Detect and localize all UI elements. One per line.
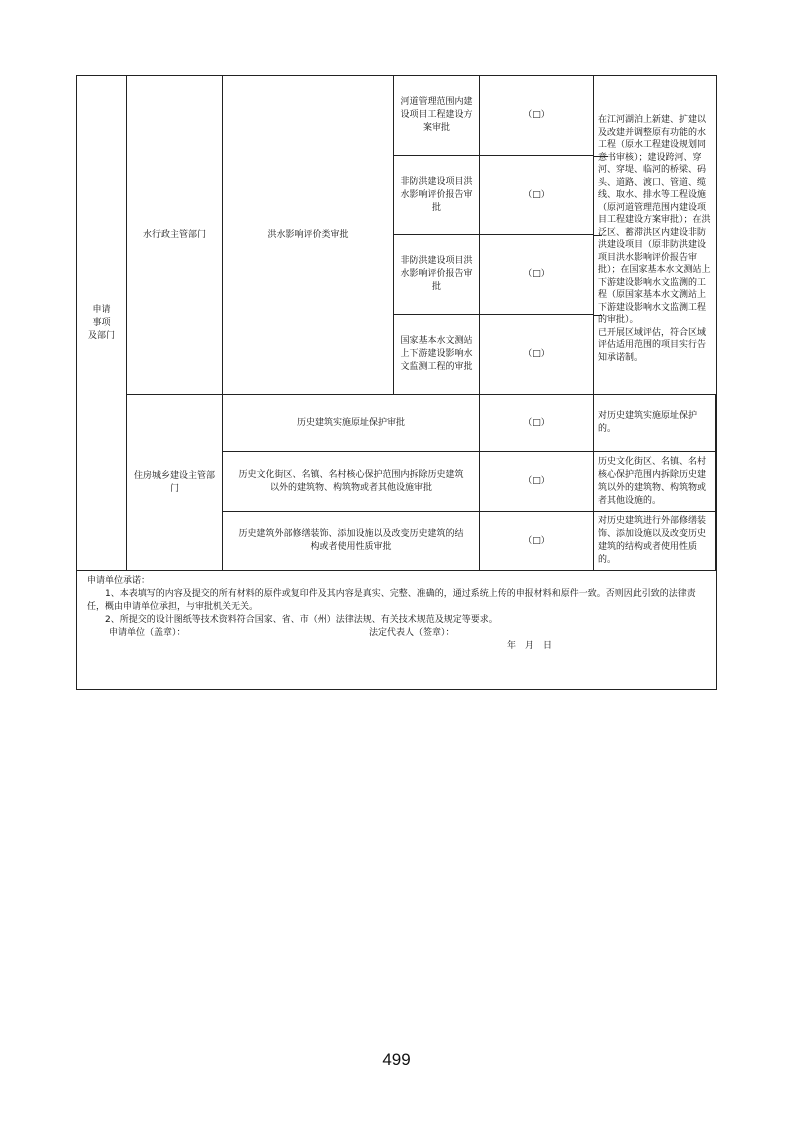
pledge-title: 申请单位承诺： <box>87 576 151 586</box>
applicant-seal-label: 申请单位（盖章）： <box>109 628 186 638</box>
water-sub-item-2: 非防洪建设项目洪水影响评价报告审批 <box>394 156 480 235</box>
housing-department: 住房城乡建设主管部门 <box>127 395 223 571</box>
housing-item-1: 历史建筑实施原址保护审批 <box>223 395 480 452</box>
application-form-table <box>76 75 717 690</box>
housing-note-1: 对历史建筑实施原址保护的。 <box>594 395 716 452</box>
water-department: 水行政主管部门 <box>127 76 223 395</box>
housing-item-2: 历史文化街区、名镇、名村核心保护范围内拆除历史建筑以外的建筑物、构筑物或者其他设施审批 <box>223 452 480 512</box>
housing-checkbox-1[interactable]: （□） <box>480 395 594 452</box>
note-row-divider <box>594 315 602 316</box>
note-row-divider <box>594 235 602 236</box>
pledge-line-1: 1、本表填写的内容及提交的所有材料的原件或复印件及其内容是真实、完整、准确的，通过系统上传的申报材料和原件一致。否则因此引致的法律责任，概由申请单位承担，与审批机关无关。 <box>87 589 696 612</box>
housing-note-2: 历史文化街区、名镇、名村核心保护范围内拆除历史建筑以外的建筑物、构筑物或者其他设施的。 <box>594 452 716 512</box>
legal-rep-signature-label: 法定代表人（签章）： <box>369 628 455 638</box>
water-checkbox-4[interactable]: （□） <box>480 315 594 395</box>
water-checkbox-1[interactable]: （□） <box>480 76 594 156</box>
applicant-pledge <box>77 571 716 689</box>
water-checkbox-2[interactable]: （□） <box>480 156 594 235</box>
water-note: 在江河湖泊上新建、扩建以及改建并调整原有功能的水工程（原水工程建设规划同意书审核）；建设跨河、穿河、穿堤、临河的桥梁、码头、道路、渡口、管道、缆线、取水、排水等工程设施（原河道管理范围内建设项目工程建设方案审批）；在洪泛区、蓄滞洪区内建设非防洪建设项目（原非防洪建设项目洪水影响评价报告审批）；在国家基本水文测站上下游建设影响水文监测的工程（原国家基本水文测站上下游建设影响水文监测工程的审批）。 已开展区域评估，符合区域评估适用范围的项目实行告知承诺制。 <box>594 76 716 395</box>
housing-checkbox-3[interactable]: （□） <box>480 512 594 571</box>
housing-checkbox-2[interactable]: （□） <box>480 452 594 512</box>
category-label: 申请 事项 及部门 <box>77 76 127 571</box>
signature-row <box>87 627 706 640</box>
water-approval-item: 洪水影响评价类审批 <box>223 76 394 395</box>
water-sub-item-3: 非防洪建设项目洪水影响评价报告审批 <box>394 235 480 315</box>
water-checkbox-3[interactable]: （□） <box>480 235 594 315</box>
page-number: 499 <box>382 1050 411 1069</box>
water-sub-item-4: 国家基本水文测站上下游建设影响水文监测工程的审批 <box>394 315 480 395</box>
water-sub-item-1: 河道管理范围内建设项目工程建设方案审批 <box>394 76 480 156</box>
date-label: 年 月 日 <box>507 641 553 651</box>
note-row-divider <box>594 156 608 157</box>
date-row <box>87 640 706 653</box>
housing-item-3: 历史建筑外部修缮装饰、添加设施以及改变历史建筑的结构或者使用性质审批 <box>223 512 480 571</box>
housing-note-3: 对历史建筑进行外部修缮装饰、添加设施以及改变历史建筑的结构或者使用性质的。 <box>594 512 716 571</box>
pledge-line-2: 2、所提交的设计图纸等技术资料符合国家、省、市（州）法律法规、有关技术规范及规定等要求。 <box>105 615 498 625</box>
